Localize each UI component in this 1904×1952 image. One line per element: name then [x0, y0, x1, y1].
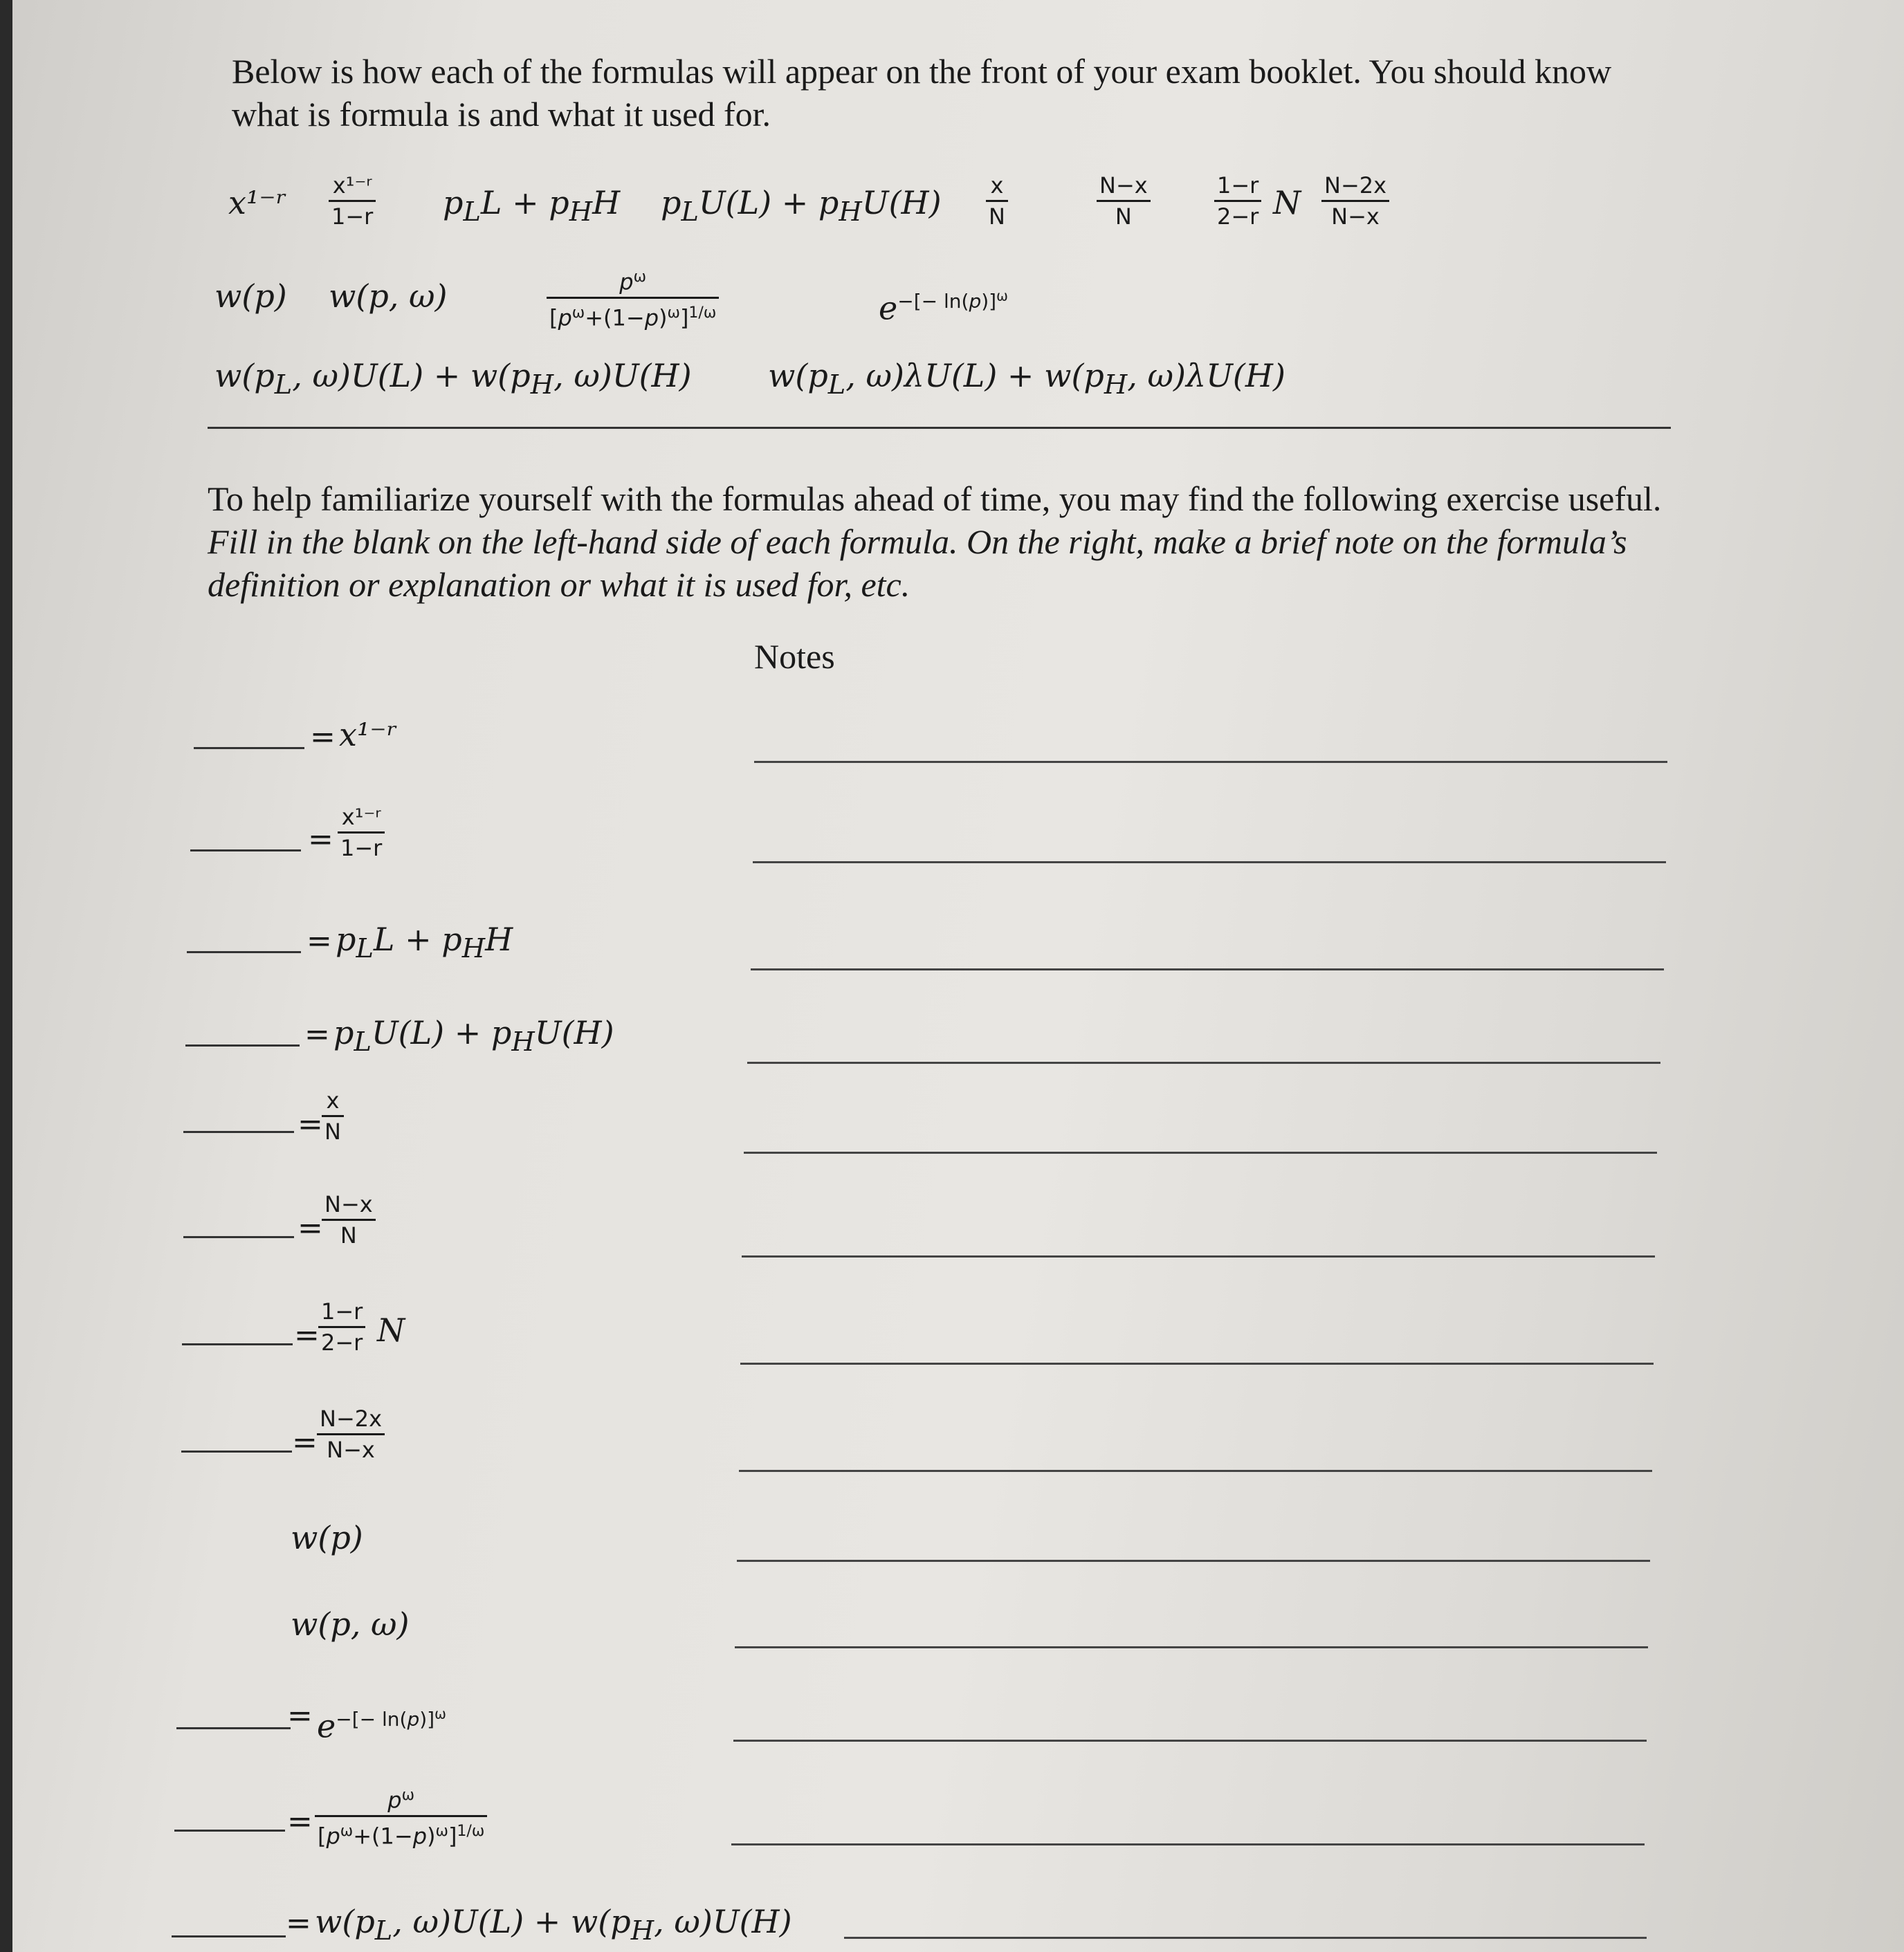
exercise-row	[0, 913, 1904, 1003]
formula-list	[214, 163, 1737, 412]
note-line[interactable]	[844, 1937, 1647, 1939]
exercise-formula: $e^{-[- ln(p)]^\omega}$	[317, 1706, 446, 1745]
notes-header: Notes	[754, 637, 835, 676]
answer-blank[interactable]	[174, 1830, 285, 1832]
equals-sign: =	[308, 822, 333, 857]
exercise-row	[0, 1684, 1904, 1774]
exercise-formula-tail: N	[377, 1311, 405, 1349]
sub-l: L	[274, 369, 293, 401]
fraction-denominator: 2−r	[1214, 200, 1261, 231]
sub-l: L	[354, 1026, 372, 1058]
note-line[interactable]	[740, 1363, 1654, 1365]
exercise-row	[0, 1778, 1904, 1868]
answer-blank[interactable]	[182, 1343, 293, 1345]
exercise-formula	[322, 1190, 376, 1250]
exercise-row	[0, 1518, 1904, 1608]
fraction-numerator: 1−r	[1217, 172, 1259, 199]
formula-power-fraction	[329, 171, 376, 231]
fraction-numerator: $p^\omega$	[387, 1787, 414, 1814]
exercise-row	[0, 1083, 1904, 1172]
instructions-italic: Fill in the blank on the left-hand side of each formula. On the right, make a brief note on the formula’s definition or explanation or what it is used for, etc.	[208, 522, 1627, 604]
exercise-formula	[317, 1404, 385, 1464]
fraction-numerator: x	[326, 1087, 340, 1114]
note-line[interactable]	[733, 1740, 1647, 1742]
fraction-denominator: N−x	[317, 1433, 385, 1464]
instructions-lead: To help familiarize yourself with the formulas ahead of time, you may find the following exercise useful.	[208, 479, 1662, 518]
answer-blank[interactable]	[172, 1935, 286, 1937]
fraction-denominator: $[p^\omega+(1-p)^\omega]^{1/\omega}$	[315, 1815, 487, 1851]
exercise-formula: w(p)	[291, 1519, 363, 1556]
note-line[interactable]	[737, 1560, 1650, 1562]
equals-sign: =	[298, 1107, 323, 1142]
intro-paragraph: Below is how each of the formulas will appear on the front of your exam booklet. You should know what is formula is and what it used for.	[232, 52, 1612, 133]
sub-h: H	[630, 1915, 654, 1947]
note-line[interactable]	[731, 1843, 1645, 1845]
exercise-row	[0, 706, 1904, 795]
note-line[interactable]	[753, 861, 1666, 863]
exercise-formula	[318, 1297, 365, 1357]
formula-weight-function-omega: w(p, ω)	[329, 277, 448, 315]
formula-n-minus-x-over-n	[1097, 171, 1151, 231]
formula-weighted-utility: $w(p_L$, $\omega)U(L) + w(p_H$, ω)U(H)	[214, 357, 692, 401]
formula-expected-utility: $p_LU(L) + p_HU(H)$	[661, 184, 942, 228]
answer-blank[interactable]	[183, 1236, 294, 1238]
exercise-row	[0, 802, 1904, 892]
formula-ratio-r	[1214, 171, 1261, 231]
sub-h: H	[530, 369, 554, 401]
exercise-row	[0, 1186, 1904, 1276]
note-line[interactable]	[744, 1152, 1657, 1154]
formula-ratio-r-tail: N	[1273, 184, 1301, 221]
fraction-denominator: N	[986, 200, 1008, 231]
equals-sign: =	[304, 1017, 330, 1052]
exercise-row	[0, 1605, 1904, 1695]
answer-blank[interactable]	[185, 1044, 300, 1047]
formula-tk-weighting	[547, 263, 719, 332]
exercise-formula: w(p, ω)	[291, 1605, 410, 1643]
equals-sign: =	[298, 1210, 323, 1246]
fraction-denominator: 1−r	[338, 831, 385, 863]
fraction-denominator: N	[322, 1115, 344, 1146]
fraction-numerator: $p^\omega$	[619, 268, 646, 295]
fraction-denominator: 2−r	[318, 1326, 365, 1357]
sub-l: L	[827, 369, 846, 401]
exercise-formula	[322, 1086, 344, 1146]
formula-prelec-weighting: $e^{-[- ln(p)]^\omega}$	[879, 288, 1008, 327]
fraction-denominator: N	[322, 1219, 376, 1250]
instructions-paragraph	[208, 477, 1667, 606]
sub-l: L	[356, 933, 374, 965]
equals-sign: =	[286, 1906, 311, 1941]
answer-blank[interactable]	[194, 747, 304, 749]
note-line[interactable]	[754, 761, 1667, 763]
fraction-numerator: x¹⁻ʳ	[341, 804, 381, 830]
answer-blank[interactable]	[183, 1131, 294, 1133]
sub-h: H	[839, 196, 862, 228]
formula-weighted-utility-lambda: $w(p_L$, $\omega)\lambda U(L) + w(p_H$, ω)λU(H)	[768, 357, 1285, 401]
fraction-numerator: N−x	[324, 1191, 373, 1217]
sub-h: H	[569, 196, 593, 228]
exercise-row	[0, 1895, 1904, 1952]
exercise-row	[0, 1293, 1904, 1383]
note-line[interactable]	[751, 968, 1664, 970]
sub-h: H	[511, 1026, 535, 1058]
note-line[interactable]	[742, 1255, 1655, 1258]
equals-sign: =	[287, 1698, 313, 1733]
note-line[interactable]	[735, 1646, 1648, 1648]
fraction-denominator: 1−r	[329, 200, 376, 231]
fraction-numerator: x¹⁻ʳ	[332, 172, 372, 199]
equals-sign: =	[310, 719, 336, 755]
sub-l: L	[463, 196, 481, 228]
note-line[interactable]	[739, 1470, 1652, 1472]
fraction-denominator: N−x	[1321, 200, 1389, 231]
fraction-numerator: N−2x	[1324, 172, 1387, 199]
formula-weight-function: w(p)	[214, 277, 287, 315]
sub-l: L	[374, 1915, 393, 1947]
formula-power: x¹⁻ʳ	[228, 184, 287, 221]
equals-sign: =	[287, 1804, 313, 1839]
answer-blank[interactable]	[181, 1451, 292, 1453]
exercise-formula: $p_LL + p_HH$	[336, 921, 513, 965]
sub-l: L	[681, 196, 699, 228]
formula-expected-value: $p_LL + p_HH$	[443, 184, 621, 228]
fraction-denominator: $[p^\omega+(1-p)^\omega]^{1/\omega}$	[547, 297, 719, 333]
fraction-numerator: N−2x	[320, 1406, 383, 1432]
exercise-formula	[338, 802, 385, 863]
exercise-formula	[315, 1781, 487, 1850]
answer-blank[interactable]	[190, 849, 301, 851]
exercise-row	[0, 1401, 1904, 1491]
fraction-denominator: N	[1097, 200, 1151, 231]
sub-h: H	[1104, 369, 1128, 401]
formula-n-minus-2x	[1321, 171, 1389, 231]
sub-h: H	[461, 933, 486, 965]
fraction-numerator: x	[990, 172, 1004, 199]
equals-sign: =	[292, 1425, 318, 1460]
exercise-formula: x¹⁻ʳ	[339, 716, 398, 753]
section-divider	[208, 427, 1671, 429]
formula-x-over-n	[986, 171, 1008, 231]
exercise-formula: $w(p_L$, $\omega)U(L) + w(p_H$, ω)U(H)	[315, 1903, 792, 1947]
answer-blank[interactable]	[187, 951, 301, 953]
equals-sign: =	[294, 1318, 320, 1353]
exercise-formula: $p_LU(L) + p_HU(H)$	[333, 1014, 614, 1058]
fraction-numerator: N−x	[1099, 172, 1148, 199]
fraction-numerator: 1−r	[321, 1298, 363, 1325]
note-line[interactable]	[747, 1062, 1660, 1064]
equals-sign: =	[306, 923, 332, 959]
answer-blank[interactable]	[176, 1727, 291, 1729]
